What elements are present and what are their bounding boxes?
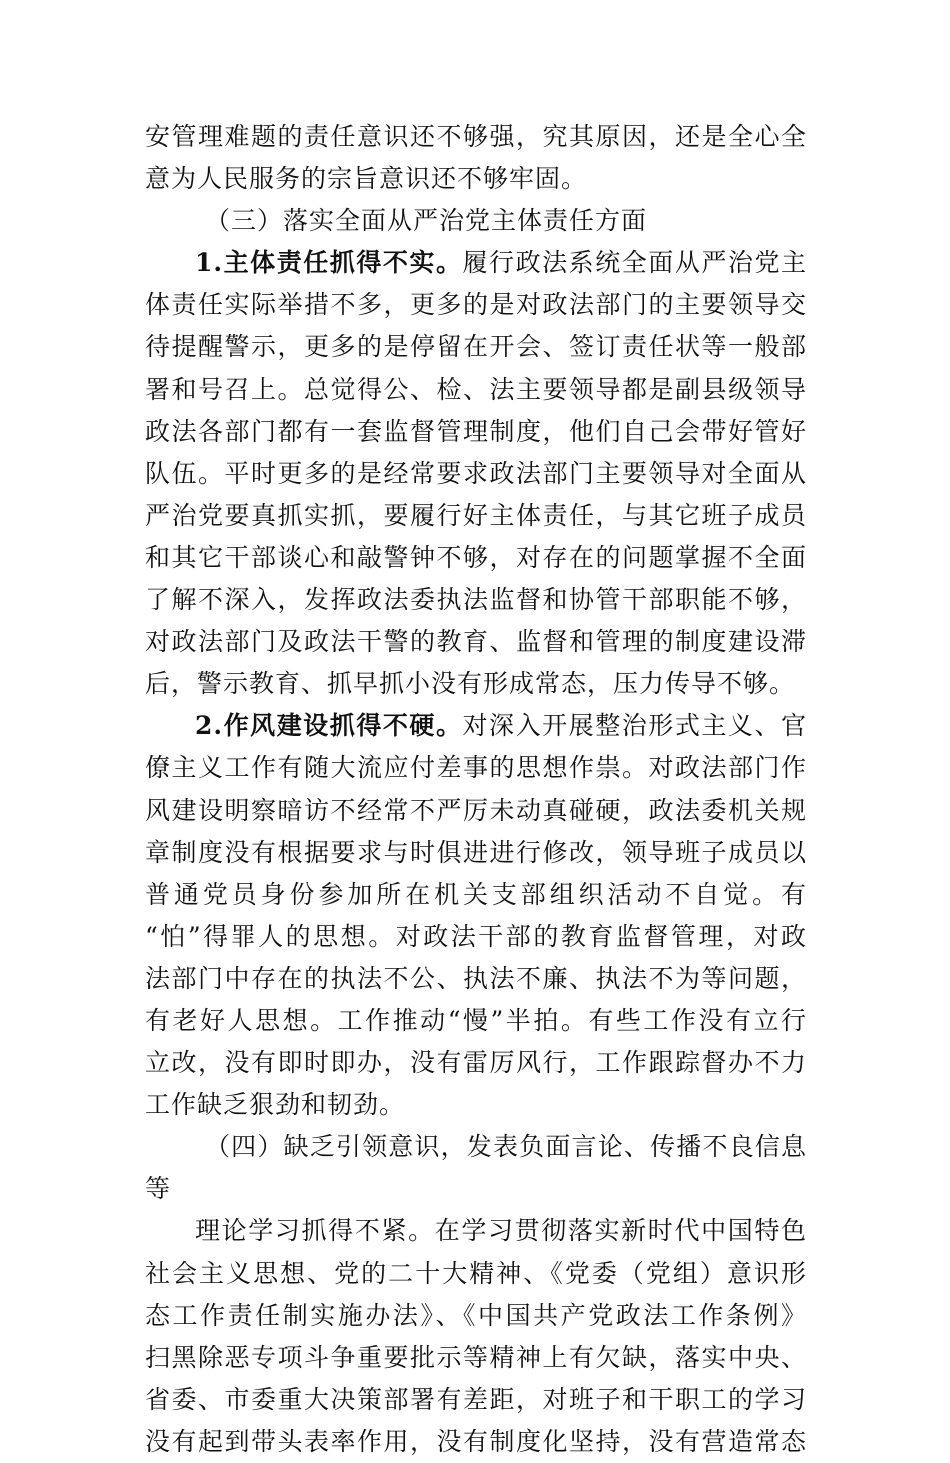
- text-line: 社会主义思想、党的二十大精神、《党委（党组）意识形: [145, 1258, 807, 1288]
- text-line: 态工作责任制实施办法》、《中国共产党政法工作条例》: [145, 1300, 807, 1330]
- item-2-text: 对深入开展整治形式主义、官: [462, 711, 807, 741]
- text-line: “怕”得罪人的思想。对政法干部的教育监督管理，对政: [145, 921, 807, 951]
- text-line: 待提醒警示，更多的是停留在开会、签订责任状等一般部: [145, 332, 807, 362]
- item-1-title: 1.主体责任抓得不实。: [195, 248, 463, 278]
- text-line: 法部门中存在的执法不公、执法不廉、执法不为等问题，: [145, 963, 807, 993]
- text-line: 理论学习抓得不紧。在学习贯彻落实新时代中国特色: [195, 1216, 807, 1246]
- text-line: 省委、市委重大决策部署有差距，对班子和干职工的学习: [145, 1384, 807, 1414]
- text-line: 没有起到带头表率作用，没有制度化坚持，没有营造常态: [145, 1426, 807, 1456]
- text-line: 普通党员身份参加所在机关支部组织活动不自觉。有: [145, 879, 807, 909]
- text-line: 安管理难题的责任意识还不够强，究其原因，还是全心全: [145, 122, 807, 151]
- text-line: 工作缺乏狠劲和韧劲。: [145, 1090, 406, 1120]
- item-1-first-line: [145, 242, 807, 284]
- text-line: 等: [145, 1174, 172, 1204]
- item-2-title: 2.作风建设抓得不硬。: [195, 711, 463, 741]
- text-line: 后，警示教育、抓早抓小没有形成常态，压力传导不够。: [145, 669, 796, 699]
- item-1-text: 履行政法系统全面从严治党主: [462, 248, 807, 278]
- text-line: 立改，没有即时即办，没有雷厉风行，工作跟踪督办不力: [145, 1048, 807, 1078]
- text-line: 体责任实际举措不多，更多的是对政法部门的主要领导交: [145, 290, 807, 320]
- section-heading: （三）落实全面从严治党主体责任方面: [205, 206, 648, 236]
- text-line: 章制度没有根据要求与时俱进进行修改，领导班子成员以: [145, 837, 807, 867]
- text-line: 了解不深入，发挥政法委执法监督和协管干部职能不够，: [145, 585, 807, 615]
- text-line: 队伍。平时更多的是经常要求政法部门主要领导对全面从: [145, 458, 807, 488]
- text-line: 和其它干部谈心和敲警钟不够，对存在的问题掌握不全面: [145, 542, 807, 572]
- text-line: 政法各部门都有一套监督管理制度，他们自己会带好管好: [145, 416, 807, 446]
- text-line: 有老好人思想。工作推动“慢”半拍。有些工作没有立行: [145, 1005, 807, 1035]
- item-2-first-line: [145, 705, 807, 747]
- text-line: 扫黑除恶专项斗争重要批示等精神上有欠缺，落实中央、: [145, 1342, 807, 1372]
- text-line: 风建设明察暗访不经常不严厉未动真碰硬，政法委机关规: [145, 795, 807, 825]
- text-line: 严治党要真抓实抓，要履行好主体责任，与其它班子成员: [145, 500, 807, 530]
- text-line: 意为人民服务的宗旨意识还不够牢固。: [145, 164, 588, 194]
- text-line: 对政法部门及政法干警的教育、监督和管理的制度建设滞: [145, 627, 807, 657]
- document-body: [145, 116, 807, 1463]
- text-line: 僚主义工作有随大流应付差事的思想作祟。对政法部门作: [145, 753, 807, 783]
- section-heading: （四）缺乏引领意识，发表负面言论、传播不良信息: [205, 1132, 807, 1162]
- text-line: 署和号召上。总觉得公、检、法主要领导都是副县级领导: [145, 374, 807, 404]
